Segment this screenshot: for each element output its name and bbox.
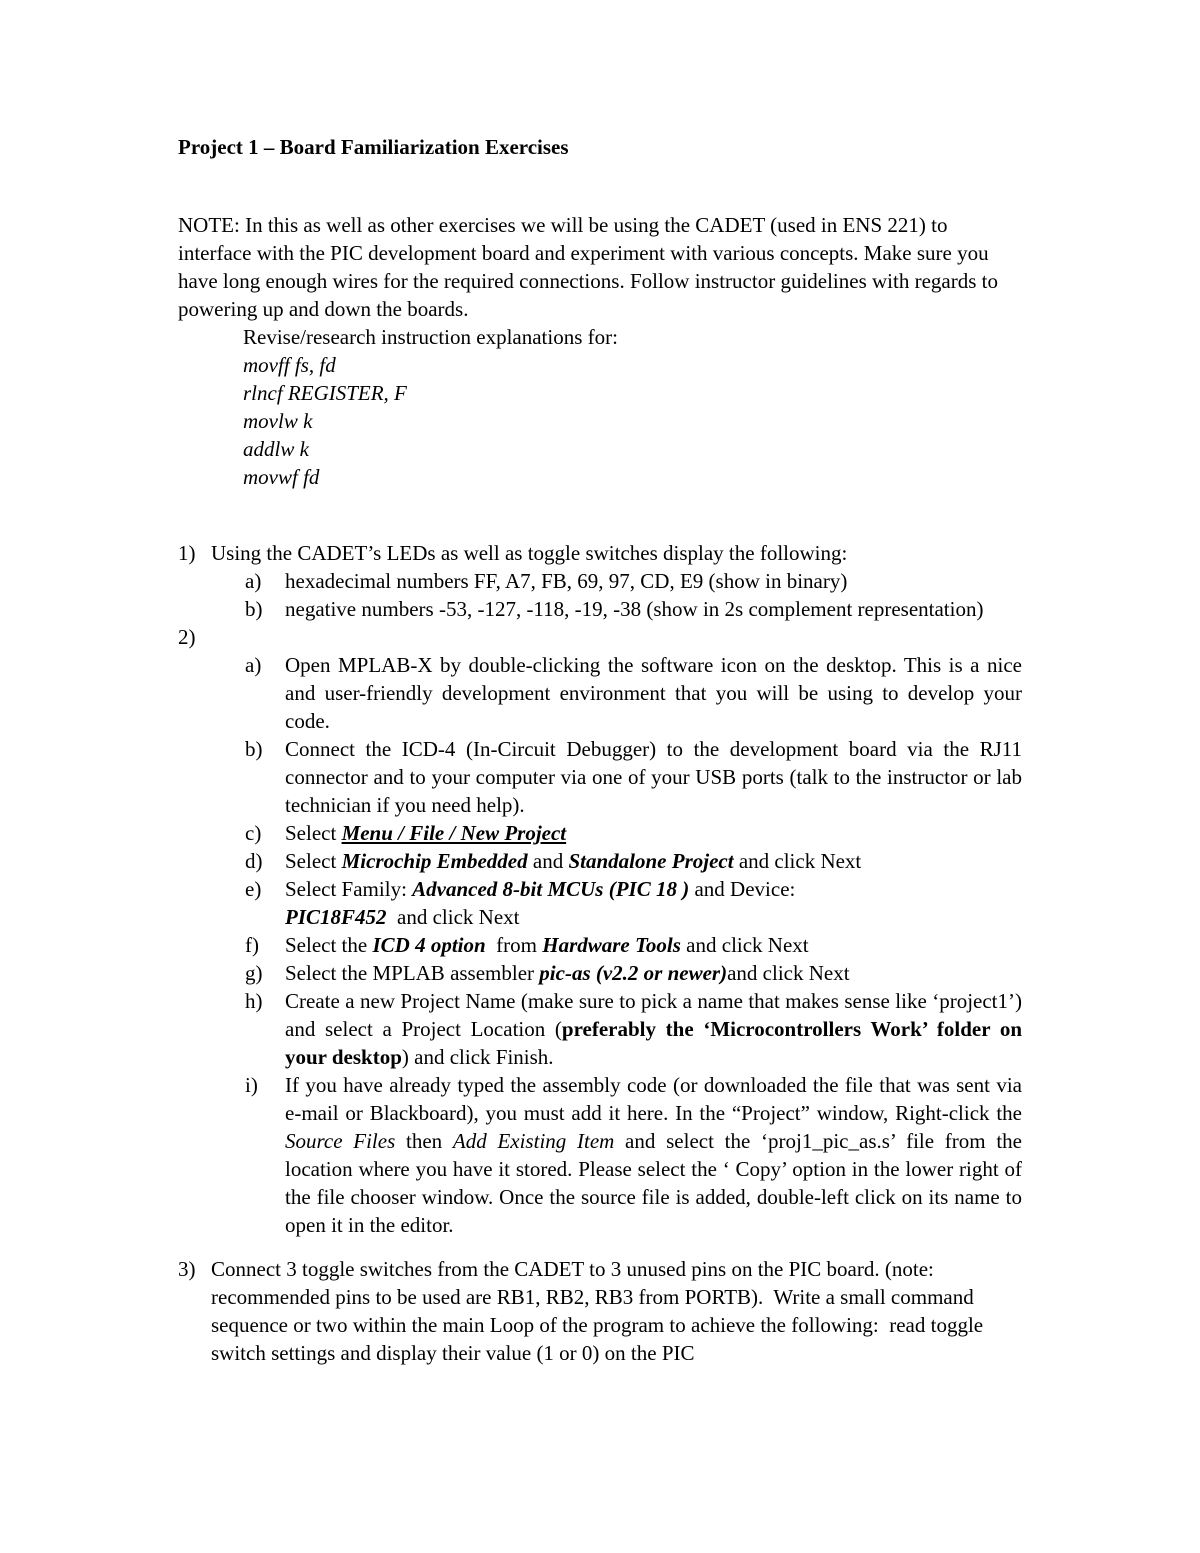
list-item-2h	[178, 987, 1028, 1071]
list-item-2a	[178, 651, 1028, 735]
emphasized-text: pic-as (v2.2 or newer)	[539, 961, 728, 985]
instruction-movwf: movwf fd	[243, 465, 320, 489]
list-marker-1b: b)	[245, 597, 263, 621]
list-marker-1: 1)	[178, 541, 196, 565]
list-marker-2e: e)	[245, 877, 262, 901]
list-item-1-text: Using the CADET’s LEDs as well as toggle switches display the following:	[211, 541, 848, 565]
list-item-1	[178, 539, 1022, 567]
note-paragraph: NOTE: In this as well as other exercises we will be using the CADET (used in ENS 221) to interface with the PIC development board and experiment with various concepts. Make sure you have long enough wires for the required connections. Follow instructor guidelines with regards to powering up and down the boards.	[178, 213, 1004, 321]
list-item-1b	[178, 595, 1022, 623]
text-run: Select the	[285, 933, 373, 957]
instruction-movlw: movlw k	[243, 409, 313, 433]
document-title: Project 1 – Board Familiarization Exercises	[178, 135, 569, 159]
revise-instructions-line: Revise/research instruction explanations for:	[243, 325, 618, 349]
text-run: and Device:	[689, 877, 796, 901]
text-run: and click Next	[680, 933, 809, 957]
list-item-2d-text	[285, 847, 1022, 875]
emphasized-text: Advanced 8-bit MCUs (PIC 18 )	[412, 877, 690, 901]
text-run: Create a new Project Name (make sure to pick a name that makes sense like ‘project1’) and select a Project Location (	[285, 989, 1028, 1041]
list-item-2	[178, 623, 1022, 651]
text-run: and select the ‘proj1_pic_as.s’ file from the location where you have it stored. Please select the ‘ Copy’ option in the lower right of the file chooser window. Once the source file is added, double-left click on its name to open it in the editor.	[285, 1129, 1028, 1237]
list-item-2f-text	[285, 931, 1022, 959]
list-item-2d	[178, 847, 1022, 875]
list-item-2a-text	[285, 651, 1028, 735]
list-marker-2g: g)	[245, 961, 263, 985]
text-run: then	[395, 1129, 453, 1153]
emphasized-text: Hardware Tools	[542, 933, 681, 957]
text-run: Select	[285, 821, 342, 845]
list-marker-1a: a)	[245, 569, 262, 593]
list-marker-2i: i)	[245, 1073, 258, 1097]
text-run: and click Next	[733, 849, 862, 873]
instruction-movff: movff fs, fd	[243, 353, 336, 377]
list-item-2e-text	[285, 875, 1022, 931]
instruction-addlw: addlw k	[243, 437, 309, 461]
text-run: and	[527, 849, 569, 873]
text-run: Select the MPLAB assembler	[285, 961, 540, 985]
list-marker-2h: h)	[245, 989, 263, 1013]
list-item-2c-text	[285, 819, 1022, 847]
list-marker-2c: c)	[245, 821, 262, 845]
list-marker-2d: d)	[245, 849, 263, 873]
list-item-2g-text	[285, 959, 1022, 987]
list-marker-2a: a)	[245, 653, 262, 677]
text-run: Select Family:	[285, 877, 413, 901]
text-run: Connect the ICD-4 (In-Circuit Debugger) to the development board via the RJ11 connector and to your computer via one of your USB ports (talk to the instructor or lab technician if you need help).	[285, 737, 1028, 817]
emphasized-text: Source Files	[285, 1129, 396, 1153]
list-item-2i	[178, 1071, 1028, 1239]
list-item-2i-text	[285, 1071, 1028, 1239]
text-run: and click Next	[386, 905, 520, 929]
text-run: Select	[285, 849, 342, 873]
list-marker-2b: b)	[245, 737, 263, 761]
list-item-2h-text	[285, 987, 1028, 1071]
list-marker-2: 2)	[178, 625, 196, 649]
list-marker-2f: f)	[245, 933, 259, 957]
text-run: and click Next	[727, 961, 850, 985]
emphasized-text: Add Existing Item	[452, 1129, 615, 1153]
emphasized-text: Microchip Embedded	[341, 849, 528, 873]
list-item-3	[178, 1255, 1022, 1367]
list-item-2b	[178, 735, 1028, 819]
text-run: Open MPLAB-X by double-clicking the software icon on the desktop. This is a nice and user-friendly development environment that you will be using to develop your code.	[285, 653, 1028, 733]
list-item-2-text	[211, 623, 1022, 651]
list-item-3-text: Connect 3 toggle switches from the CADET to 3 unused pins on the PIC board. (note: recommended pins to be used are RB1, RB2, RB3 from PORTB). Write a small command sequence or two within the main Loop of the program to achieve the following: read toggle switch settings and display their value (1 or 0) on the PIC	[211, 1257, 989, 1365]
emphasized-text: Standalone Project	[568, 849, 734, 873]
text-run: If you have already typed the assembly code (or downloaded the file that was sent via e-mail or Blackboard), you must add it here. In the “Project” window, Right-click the	[285, 1073, 1028, 1125]
emphasized-text: PIC18F452	[285, 905, 387, 929]
instruction-rlncf: rlncf REGISTER, F	[243, 381, 407, 405]
menu-path-text: Menu / File / New Project	[341, 821, 567, 845]
list-item-1a-text: hexadecimal numbers FF, A7, FB, 69, 97, CD, E9 (show in binary)	[285, 569, 848, 593]
list-item-2c	[178, 819, 1022, 847]
list-item-1b-text: negative numbers -53, -127, -118, -19, -38 (show in 2s complement representation)	[285, 597, 984, 621]
emphasized-text: ICD 4 option	[372, 933, 486, 957]
text-run: ) and click Finish.	[401, 1045, 554, 1069]
list-item-2b-text	[285, 735, 1028, 819]
list-item-2f	[178, 931, 1022, 959]
list-item-2g	[178, 959, 1022, 987]
list-item-2e	[178, 875, 1022, 931]
list-marker-3: 3)	[178, 1257, 196, 1281]
emphasized-text: preferably the ‘Microcontrollers Work’ folder on your desktop	[285, 1017, 1028, 1069]
text-run: from	[485, 933, 543, 957]
list-item-1a	[178, 567, 1022, 595]
